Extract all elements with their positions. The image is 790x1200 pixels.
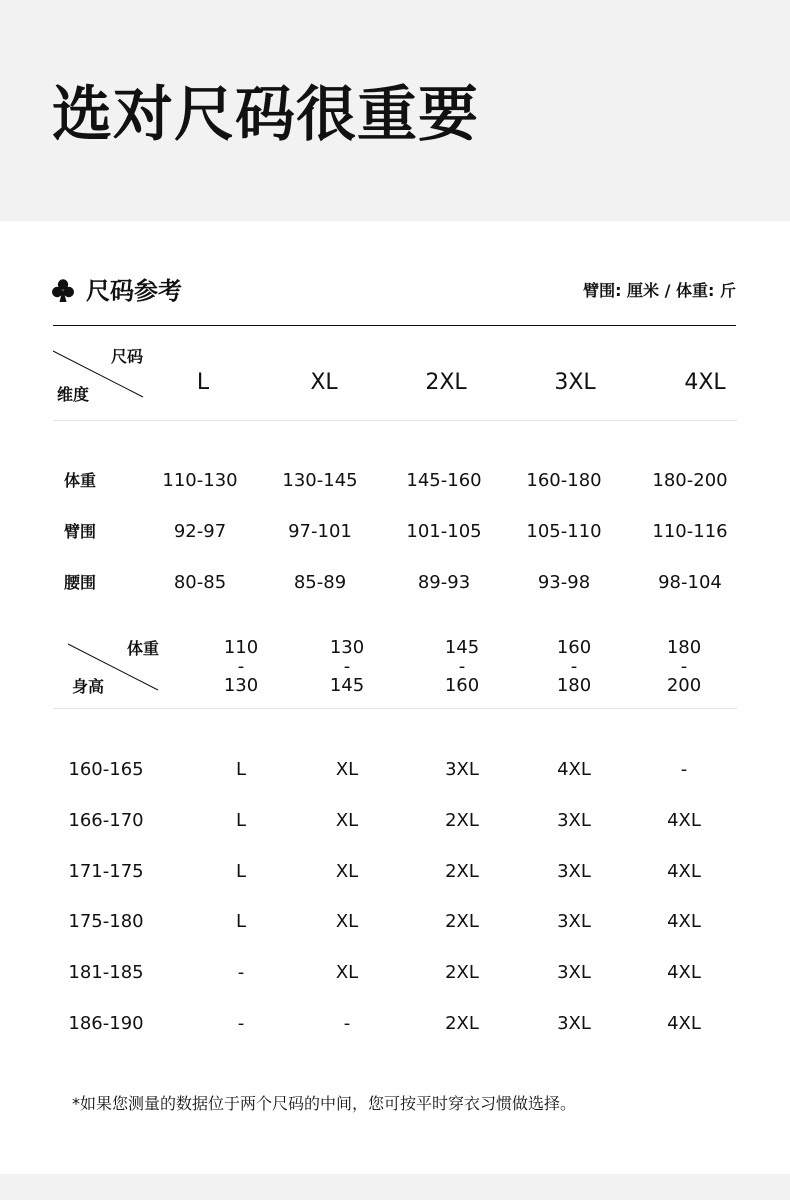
table-cell: - [680,759,688,780]
weight-header-4: 160 - 180 [556,637,592,696]
height-label: 181-185 [68,962,144,983]
table-cell: 93-98 [537,572,591,593]
weight-header-5: 180 - 200 [666,637,702,696]
table-cell: 80-85 [173,572,227,593]
corner-label-dimension: 维度 [57,385,90,404]
table-cell: L [235,861,247,882]
table-cell: 3XL [557,962,591,983]
table-cell: 110-116 [652,521,728,542]
height-label: 160-165 [68,759,144,780]
row-label-arm: 臂围 [64,522,97,541]
table-cell: L [235,911,247,932]
corner-label-size: 尺码 [111,347,144,366]
size-header-3xl: 3XL [554,370,596,395]
club-icon [52,278,74,304]
header-divider [53,325,736,326]
table-cell: XL [335,962,359,983]
table-cell: 2XL [445,911,479,932]
table-cell: 130-145 [282,470,358,491]
table-cell: 2XL [445,962,479,983]
footnote: *如果您测量的数据位于两个尺码的中间，您可按平时穿衣习惯做选择。 [72,1094,577,1113]
row-label-waist: 腰围 [64,573,97,592]
table2-corner-header [68,638,160,694]
table-cell: XL [335,810,359,831]
table-cell: 4XL [557,759,591,780]
table-cell: 98-104 [658,572,722,593]
table-cell: - [343,1013,351,1034]
weight-header-1: 110 - 130 [223,637,259,696]
table-cell: 3XL [557,810,591,831]
table-cell: 85-89 [293,572,347,593]
size-header-2xl: 2XL [425,370,467,395]
section-title: 尺码参考 [86,277,182,305]
table-cell: 4XL [667,1013,701,1034]
table-cell: 92-97 [173,521,227,542]
table-cell: XL [335,759,359,780]
table-cell: 2XL [445,810,479,831]
size-header-xl: XL [310,370,338,395]
table-cell: XL [335,911,359,932]
table-cell: 2XL [445,861,479,882]
table-cell: 105-110 [526,521,602,542]
unit-note: 臂围: 厘米 / 体重: 斤 [583,281,736,300]
table-cell: L [235,810,247,831]
table-cell: 97-101 [288,521,352,542]
table-cell: 3XL [445,759,479,780]
size-header-4xl: 4XL [684,370,726,395]
page-title: 选对尺码很重要 [52,80,479,150]
section-header [52,272,736,312]
table-cell: - [237,1013,245,1034]
corner-label-height: 身高 [72,677,105,696]
table-cell: 4XL [667,911,701,932]
table-cell: 101-105 [406,521,482,542]
row-label-weight: 体重 [64,471,97,490]
table-cell: L [235,759,247,780]
height-label: 166-170 [68,810,144,831]
table-cell: 4XL [667,861,701,882]
weight-header-2: 130 - 145 [329,637,365,696]
table-cell: 2XL [445,1013,479,1034]
table-cell: 4XL [667,810,701,831]
table-cell: 110-130 [162,470,238,491]
weight-header-3: 145 - 160 [444,637,480,696]
table-cell: 180-200 [652,470,728,491]
table1-divider [53,420,737,421]
table1-corner-header [53,345,145,404]
table-cell: 4XL [667,962,701,983]
table-cell: 3XL [557,1013,591,1034]
height-label: 186-190 [68,1013,144,1034]
height-label: 175-180 [68,911,144,932]
height-label: 171-175 [68,861,144,882]
table-cell: - [237,962,245,983]
table-cell: 160-180 [526,470,602,491]
table-cell: 89-93 [417,572,471,593]
size-header-l: L [196,370,210,395]
table-cell: 3XL [557,861,591,882]
table2-divider [53,708,737,709]
table-cell: 145-160 [406,470,482,491]
corner-label-weight: 体重 [127,639,160,658]
hero-banner [0,0,790,221]
bottom-bar [0,1174,790,1200]
table-cell: XL [335,861,359,882]
table-cell: 3XL [557,911,591,932]
